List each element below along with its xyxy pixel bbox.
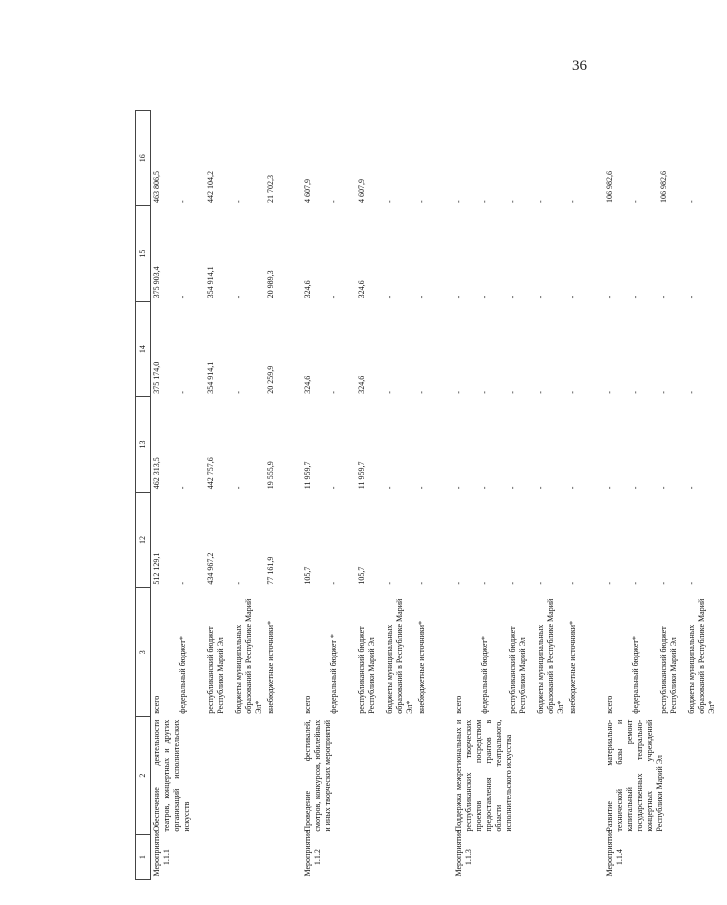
amount-cell: 442 104,2 — [206, 170, 215, 203]
amount-cell: - — [385, 200, 394, 203]
amount-cell: - — [417, 486, 426, 490]
amount-cell: 4 607,9 — [303, 178, 312, 203]
amount-cell: 354 914,1 — [206, 266, 215, 299]
funding-source: всего — [454, 695, 463, 714]
amount-cell: - — [568, 200, 577, 203]
amount-cell: - — [631, 200, 640, 203]
amount-cell: - — [234, 486, 243, 490]
amount-cell: - — [178, 200, 187, 203]
amount-cell: - — [417, 295, 426, 299]
amount-cell: - — [687, 581, 696, 585]
amount-cell: - — [659, 486, 668, 490]
measure-name: Поддержка межрегиональных и республиканских творческих проектов посредством предоставления грантов в области театрального, исполнительского искусства — [454, 719, 513, 832]
funding-source: республиканский бюджет Республики Марий Эл — [206, 626, 225, 714]
amount-cell: - — [329, 295, 338, 299]
funding-source: бюджеты муниципальных образований в Республике Марий Эл* — [536, 598, 565, 714]
amount-cell: 462 313,5 — [152, 457, 161, 490]
amount-cell: 324,6 — [303, 280, 312, 299]
amount-cell: - — [480, 581, 489, 585]
measure-code: Мероприятие 1.1.4 — [605, 830, 624, 877]
amount-cell: 106 982,6 — [659, 170, 668, 203]
amount-cell: - — [234, 295, 243, 299]
amount-cell: - — [385, 391, 394, 394]
amount-cell: - — [417, 200, 426, 203]
amount-cell: - — [536, 391, 545, 394]
header-cell: 1 — [136, 835, 151, 880]
amount-cell: - — [631, 581, 640, 585]
amount-cell: 354 914,1 — [206, 361, 215, 394]
budget-table — [135, 110, 727, 880]
amount-cell: - — [480, 486, 489, 490]
header-cell: 3 — [136, 588, 151, 717]
amount-cell: 324,6 — [357, 375, 366, 394]
funding-source: бюджеты муниципальных образований в Республике Марий Эл* — [687, 598, 716, 714]
amount-cell: 434 967,2 — [206, 552, 215, 585]
amount-cell: - — [329, 486, 338, 490]
amount-cell: - — [454, 295, 463, 299]
amount-cell: - — [178, 486, 187, 490]
amount-cell: 375 903,4 — [152, 266, 161, 299]
amount-cell: - — [687, 391, 696, 394]
measure-code: Мероприятие 1.1.2 — [303, 830, 322, 877]
amount-cell: - — [480, 200, 489, 203]
amount-cell: - — [417, 391, 426, 394]
amount-cell: 442 757,6 — [206, 457, 215, 490]
measure-name: Проведение фестивалей, смотров, конкурсов, юбилейных и иных творческих мероприятий — [303, 719, 332, 832]
funding-source: федеральный бюджет* — [480, 636, 489, 714]
amount-cell: - — [605, 295, 614, 299]
amount-cell: 463 806,5 — [152, 170, 161, 203]
header-cell: 13 — [136, 397, 151, 492]
amount-cell: - — [385, 486, 394, 490]
amount-cell: - — [536, 200, 545, 203]
funding-source: внебюджетные источники* — [417, 620, 426, 714]
amount-cell: - — [687, 486, 696, 490]
amount-cell: 77 161,9 — [266, 556, 275, 585]
header-cell: 15 — [136, 206, 151, 301]
funding-source: всего — [605, 695, 614, 714]
amount-cell: - — [480, 295, 489, 299]
amount-cell: 324,6 — [303, 375, 312, 394]
funding-source: федеральный бюджет* — [631, 636, 640, 714]
amount-cell: - — [631, 486, 640, 490]
header-cell: 12 — [136, 492, 151, 587]
amount-cell: 11 959,7 — [357, 461, 366, 490]
funding-source: внебюджетные источники* — [568, 620, 577, 714]
measure-name: Развитие материально-технической базы и капитальный ремонт государственных театрально-концертных учреждений Республики Марий Эл — [605, 719, 664, 832]
funding-source: республиканский бюджет Республики Марий Эл — [508, 626, 527, 714]
amount-cell: - — [659, 295, 668, 299]
amount-cell: - — [454, 200, 463, 203]
funding-source: бюджеты муниципальных образований в Республике Марий Эл* — [385, 598, 414, 714]
table-row — [453, 111, 479, 880]
amount-cell: - — [234, 581, 243, 585]
amount-cell: 4 607,9 — [357, 178, 366, 203]
amount-cell: 19 555,9 — [266, 461, 275, 490]
amount-cell: - — [631, 295, 640, 299]
amount-cell: - — [605, 486, 614, 490]
amount-cell: - — [508, 581, 517, 585]
funding-source: федеральный бюджет * — [329, 634, 338, 714]
amount-cell: - — [536, 486, 545, 490]
amount-cell: - — [659, 581, 668, 585]
funding-source: всего — [152, 695, 161, 714]
amount-cell: - — [329, 391, 338, 394]
table-row — [604, 111, 630, 880]
amount-cell: - — [234, 200, 243, 203]
amount-cell: - — [568, 486, 577, 490]
measure-code: Мероприятие 1.1.3 — [454, 830, 473, 877]
amount-cell: - — [568, 581, 577, 585]
amount-cell: - — [568, 295, 577, 299]
amount-cell: - — [329, 200, 338, 203]
funding-source: федеральный бюджет* — [178, 636, 187, 714]
funding-source: всего — [303, 695, 312, 714]
amount-cell: - — [605, 391, 614, 394]
amount-cell: - — [480, 391, 489, 394]
amount-cell: - — [508, 200, 517, 203]
amount-cell: - — [385, 581, 394, 585]
amount-cell: 375 174,0 — [152, 361, 161, 394]
measure-name: Обеспечение деятельности театров, концертных и других организаций исполнительских искусств — [152, 719, 191, 832]
funding-source: республиканский бюджет Республики Марий Эл — [357, 626, 376, 714]
amount-cell: - — [454, 581, 463, 585]
amount-cell: - — [568, 391, 577, 394]
amount-cell: 11 959,7 — [303, 461, 312, 490]
amount-cell: - — [508, 391, 517, 394]
header-cell: 2 — [136, 717, 151, 835]
amount-cell: - — [605, 581, 614, 585]
header-cell: 16 — [136, 111, 151, 206]
amount-cell: - — [508, 486, 517, 490]
funding-source: бюджеты муниципальных образований в Республике Марий Эл* — [234, 598, 263, 714]
table-row — [302, 111, 328, 880]
amount-cell: - — [234, 391, 243, 394]
budget-table-container — [135, 110, 716, 880]
amount-cell: - — [178, 391, 187, 394]
header-row — [136, 111, 151, 880]
amount-cell: 20 989,3 — [266, 270, 275, 299]
amount-cell: - — [687, 295, 696, 299]
amount-cell: 105,7 — [303, 566, 312, 585]
measure-code: Мероприятие 1.1.1 — [152, 830, 171, 877]
amount-cell: - — [508, 295, 517, 299]
amount-cell: 105,7 — [357, 566, 366, 585]
amount-cell: - — [659, 391, 668, 394]
amount-cell: 324,6 — [357, 280, 366, 299]
amount-cell: - — [454, 486, 463, 490]
amount-cell: - — [687, 200, 696, 203]
amount-cell: - — [417, 581, 426, 585]
amount-cell: 106 982,6 — [605, 170, 614, 203]
amount-cell: 20 259,9 — [266, 365, 275, 394]
amount-cell: 512 129,1 — [152, 552, 161, 585]
amount-cell: - — [178, 295, 187, 299]
amount-cell: - — [454, 391, 463, 394]
table-row — [151, 111, 178, 880]
funding-source: внебюджетные источники* — [266, 620, 275, 714]
amount-cell: - — [536, 581, 545, 585]
table-body — [151, 111, 727, 880]
amount-cell: 21 702,3 — [266, 174, 275, 203]
amount-cell: - — [536, 295, 545, 299]
amount-cell: - — [329, 581, 338, 585]
amount-cell: - — [178, 581, 187, 585]
page-number: 36 — [572, 58, 587, 74]
amount-cell: - — [385, 295, 394, 299]
funding-source: республиканский бюджет Республики Марий Эл — [659, 626, 678, 714]
header-cell: 14 — [136, 301, 151, 396]
amount-cell: - — [631, 391, 640, 394]
